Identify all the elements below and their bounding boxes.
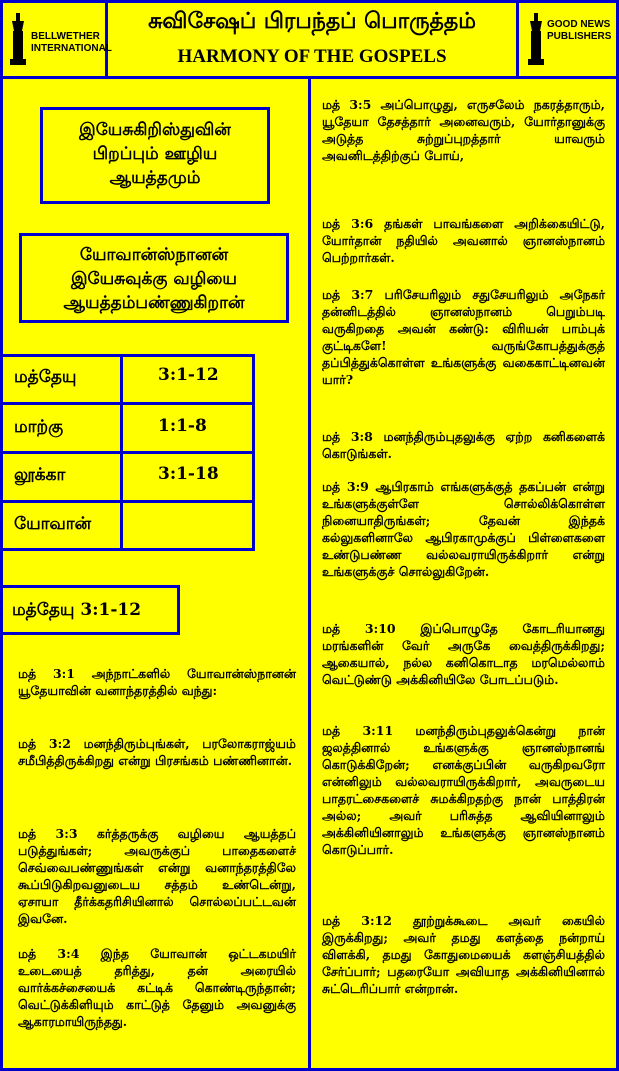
table-row-divider xyxy=(0,402,255,405)
verse-3-9: மத் 3:9 ஆபிரகாம் எங்களுக்குத் தகப்பன் என்று உங்களுக்குள்ளே சொல்லிக்கொள்ள நினையாதிருங்கள்; தேவன் இந்தக் கல்லுகளினாலே ஆபிரகாமுக்குப் பிள்ளைகளை உண்டுபண்ண வல்லவராயிருக்கிறார் என்று உங்களுக்குச் சொல்லுகிறேன். xyxy=(322,479,605,579)
verse-3-3: மத் 3:3 கர்த்தருக்கு வழியை ஆயத்தப் படுத்துங்கள்; அவருக்குப் பாதைகளைச் செவ்வைபண்ணுங்கள் என்று வனாந்தரத்திலே கூப்பிடுகிறவனுடைய சத்தம் உண்டென்று, ஏசாயா தீர்க்கதரிசியினால் சொல்லப்பட்டவன் இவனே. xyxy=(18,826,296,926)
ref-book-mark: மாற்கு xyxy=(14,417,64,437)
table-row-divider xyxy=(0,500,255,503)
verse-3-2: மத் 3:2 மனந்திரும்புங்கள், பரலோகராஜ்யம் சமீபித்திருக்கிறது என்று பிரசங்கம் பண்ணினான். xyxy=(18,736,296,768)
ref-verse-luke: 3:1-18 xyxy=(158,464,219,484)
ref-book-john: யோவான் xyxy=(14,514,92,534)
title-english: HARMONY OF THE GOSPELS xyxy=(177,46,447,67)
passage-heading-box xyxy=(0,585,180,635)
bell-tower-icon xyxy=(527,13,545,65)
ref-verse-matthew: 3:1-12 xyxy=(158,365,219,385)
verse-3-12: மத் 3:12 தூற்றுக்கூடை அவர் கையில் இருக்கிறது; அவர் தமது களத்தை நன்றாய் விளக்கி, தமது கோதுமையைக் களஞ்சியத்தில் சேர்ப்பார்; பதரையோ அவியாத அக்கினியினால் சுட்டெரிப்பார் என்றான். xyxy=(322,913,605,996)
section-title: இயேசுகிறிஸ்துவின் பிறப்பும் ஊழிய ஆயத்தமும் xyxy=(79,120,231,188)
verse-3-1: மத் 3:1 அந்நாட்களில் யோவான்ஸ்நானன் யூதேயாவின் வனாந்தரத்தில் வந்து: xyxy=(18,666,296,698)
verse-3-7: மத் 3:7 பரிசேயரிலும் சதுசேயரிலும் அநேகர் தன்னிடத்தில் ஞானஸ்நானம் பெறும்படி வருகிறதை அவன் கண்டு: விரியன் பாம்புக் குட்டிகளே! வருங்கோபத்துக்குத் தப்பித்துக்கொள்ள உங்களுக்கு வகைகாட்டினவன் யார்? xyxy=(322,287,605,387)
table-row-divider xyxy=(0,451,255,454)
passage-heading: மத்தேயு 3:1-12 xyxy=(12,600,142,620)
topic-title-box xyxy=(19,233,289,323)
verse-3-11: மத் 3:11 மனந்திரும்புதலுக்கென்று நான் ஜலத்தினால் உங்களுக்கு ஞானஸ்நானங் கொடுக்கிறேன்; எனக்குப்பின் வருகிறவரோ என்னிலும் வல்லவராயிருக்கிறார், அவருடைய பாதரட்சைகளைச் சுமக்கிறதற்கு நான் பாத்திரன் அல்ல; அவர் பரிசுத்த ஆவியினாலும் அக்கினியினாலும் உங்களுக்கு ஞானஸ்நானம் கொடுப்பார். xyxy=(322,723,605,857)
title-tamil: சுவிசேஷப் பிரபந்தப் பொருத்தம் xyxy=(148,8,476,34)
verse-3-8: மத் 3:8 மனந்திரும்புதலுக்கு ஏற்ற கனிகளைக் கொடுங்கள். xyxy=(322,429,605,461)
verse-3-10: மத் 3:10 இப்பொழுதே கோடரியானது மரங்களின் வேர் அருகே வைத்திருக்கிறது; ஆகையால், நல்ல கனிகொடாத மரமெல்லாம் வெட்டுண்டு அக்கினியிலே போடப்படும். xyxy=(322,621,605,687)
column-divider xyxy=(308,78,311,1071)
right-logo-panel xyxy=(516,3,616,78)
verse-3-6: மத் 3:6 தங்கள் பாவங்களை அறிக்கையிட்டு, யோர்தான் நதியில் அவனால் ஞானஸ்நானம் பெற்றார்கள். xyxy=(322,216,605,265)
good-news-logo-text: GOOD NEWS PUBLISHERS xyxy=(547,19,612,42)
bellwether-logo-text: BELLWETHER INTERNATIONAL xyxy=(31,31,112,54)
ref-book-luke: லூக்கா xyxy=(14,465,66,485)
bell-tower-icon xyxy=(9,13,27,65)
topic-title: யோவான்ஸ்நானன் இயேசுவுக்கு வழியை ஆயத்தம்பண்ணுகிறான் xyxy=(63,245,245,313)
verse-3-5: மத் 3:5 அப்பொழுது, எருசலேம் நகரத்தாரும், யூதேயா தேசத்தார் அனைவரும், யோர்தானுக்கு அடுத்த சுற்றுப்புறத்தார் யாவரும் அவனிடத்திற்குப் போய், xyxy=(322,97,605,163)
ref-verse-mark: 1:1-8 xyxy=(158,416,207,436)
verse-3-4: மத் 3:4 இந்த யோவான் ஒட்டகமயிர் உடையைத் தரித்து, தன் அரையில் வார்க்கச்சையைக் கட்டிக் கொண்டிருந்தான்; வெட்டுக்கிளியும் காட்டுத் தேனும் அவனுக்கு ஆகாரமாயிருந்தது. xyxy=(18,946,296,1029)
section-title-box xyxy=(40,107,270,204)
left-logo-panel xyxy=(3,3,112,78)
ref-book-matthew: மத்தேயு xyxy=(14,367,77,387)
